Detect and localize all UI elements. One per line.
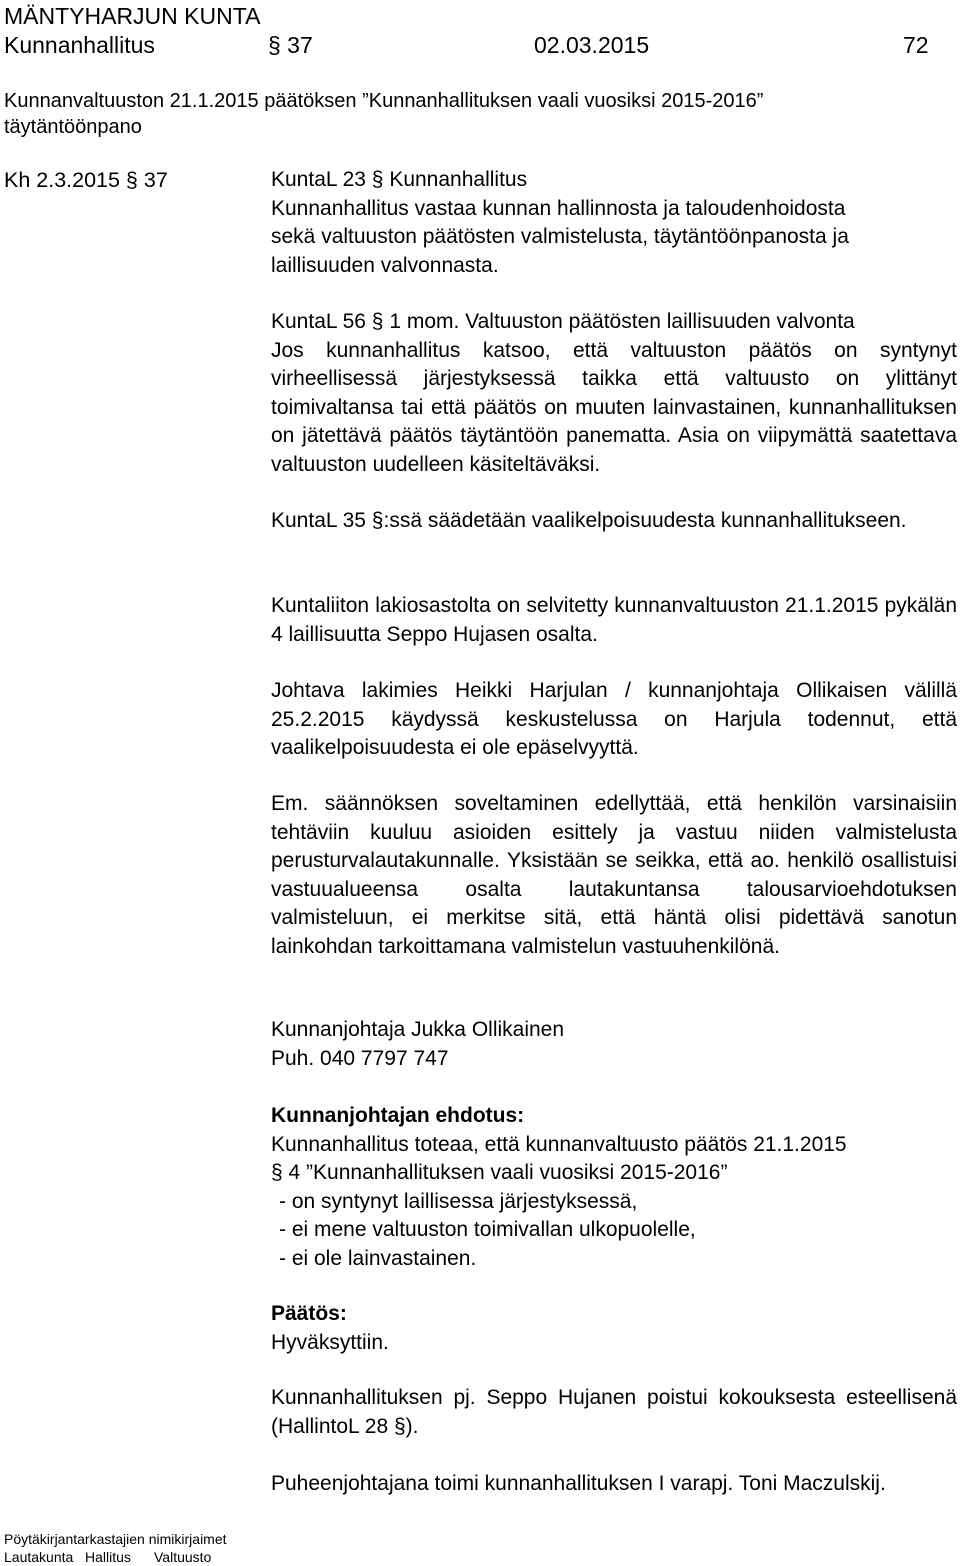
- reference-label: Kh 2.3.2015 § 37: [4, 168, 168, 192]
- decision-text: Hyväksyttiin.: [271, 1330, 389, 1354]
- p2-body: Jos kunnanhallitus katsoo, että valtuuston päätös on syntynyt virheellisessä järjestyksessä taikka että valtuusto on ylittänyt toimivaltansa tai että päätös on muuten lainvastainen, kunnanhallituksen on jätettävä päätös täytäntöön panematta. Asia on viipymättä saatettava valtuuston uudelleen käsiteltäväksi.: [271, 338, 957, 476]
- proposal-list-item: - on syntynyt laillisessa järjestyksessä,: [279, 1189, 638, 1213]
- meeting-date: 02.03.2015: [534, 32, 650, 58]
- contact-block: [271, 1016, 957, 1073]
- page-number: 72: [903, 32, 929, 58]
- recusal-paragraph: Kunnanhallituksen pj. Seppo Hujanen poistui kokouksesta esteellisenä (HallintoL 28 §).: [271, 1386, 957, 1438]
- p1-line: laillisuuden valvonnasta.: [271, 253, 499, 277]
- organization-name: MÄNTYHARJUN KUNTA: [4, 3, 261, 29]
- p1-line: sekä valtuuston päätösten valmistelusta, täytäntöönpanosta ja: [271, 225, 849, 249]
- section-number: § 37: [268, 32, 313, 58]
- chair-paragraph: Puheenjohtajana toimi kunnanhallituksen I varapj. Toni Maczulskij.: [271, 1472, 886, 1495]
- contact-name: Kunnanjohtaja Jukka Ollikainen: [271, 1018, 565, 1041]
- em-paragraph: Em. säännöksen soveltaminen edellyttää, että henkilön varsinaisiin tehtäviin kuuluu asioiden esittely ja vastuu niiden valmistelusta perusturvalautakunnalle. Yksistään se seikka, että ao. henkilö osallistuisi vastuualueensa osalta lautakuntansa talousarvioehdotuksen valmisteluun, ei merkitse sitä, että häntä olisi pidettävä sanotun lainkohdan tarkoittamana valmistelun vastuuhenkilönä.: [271, 792, 957, 958]
- decision-heading: Päätös:: [271, 1302, 347, 1325]
- kuntaliitto-paragraph: Kuntaliiton lakiosastolta on selvitetty kunnanvaltuuston 21.1.2015 pykälän 4 laillisuutta Seppo Hujasen osalta.: [271, 594, 957, 646]
- p1-line: KuntaL 23 § Kunnanhallitus: [271, 168, 528, 191]
- harjula-paragraph: Johtava lakimies Heikki Harjulan / kunnanjohtaja Ollikaisen välillä 25.2.2015 käydyssä keskustelussa on Harjula todennut, että vaalikelpoisuudesta ei ole epäselvyyttä.: [271, 679, 957, 760]
- decision-block: [271, 1300, 957, 1357]
- kuntal-23-paragraph: [271, 166, 957, 280]
- footer-col-hallitus: Hallitus: [85, 1549, 131, 1565]
- proposal-line: § 4 ”Kunnanhallituksen vaali vuosiksi 2015-2016”: [271, 1161, 728, 1185]
- item-title-line-1: Kunnanvaltuuston 21.1.2015 päätöksen ”Kunnanhallituksen vaali vuosiksi 2015-2016”: [4, 90, 764, 112]
- proposal-heading: Kunnanjohtajan ehdotus:: [271, 1104, 525, 1127]
- footer-title: Pöytäkirjantarkastajien nimikirjaimet: [4, 1531, 227, 1547]
- footer-col-valtuusto: Valtuusto: [154, 1549, 212, 1565]
- proposal-line: Kunnanhallitus toteaa, että kunnanvaltuusto päätös 21.1.2015: [271, 1132, 847, 1156]
- meeting-body: Kunnanhallitus: [4, 32, 155, 58]
- p2-first-line: KuntaL 56 § 1 mom. Valtuuston päätösten laillisuuden valvonta: [271, 310, 855, 333]
- item-title-line-2: täytäntöönpano: [4, 116, 142, 138]
- contact-phone: Puh. 040 7797 747: [271, 1046, 449, 1070]
- proposal-block: [271, 1102, 957, 1274]
- kuntal-56-paragraph: [271, 308, 957, 480]
- kuntal-35-paragraph: KuntaL 35 §:ssä säädetään vaalikelpoisuudesta kunnanhallitukseen.: [271, 509, 907, 532]
- proposal-list-item: - ei mene valtuuston toimivallan ulkopuolelle,: [279, 1218, 696, 1242]
- footer-col-lautakunta: Lautakunta: [4, 1549, 74, 1565]
- p1-line: Kunnanhallitus vastaa kunnan hallinnosta ja taloudenhoidosta: [271, 196, 846, 220]
- proposal-list-item: - ei ole lainvastainen.: [279, 1246, 477, 1270]
